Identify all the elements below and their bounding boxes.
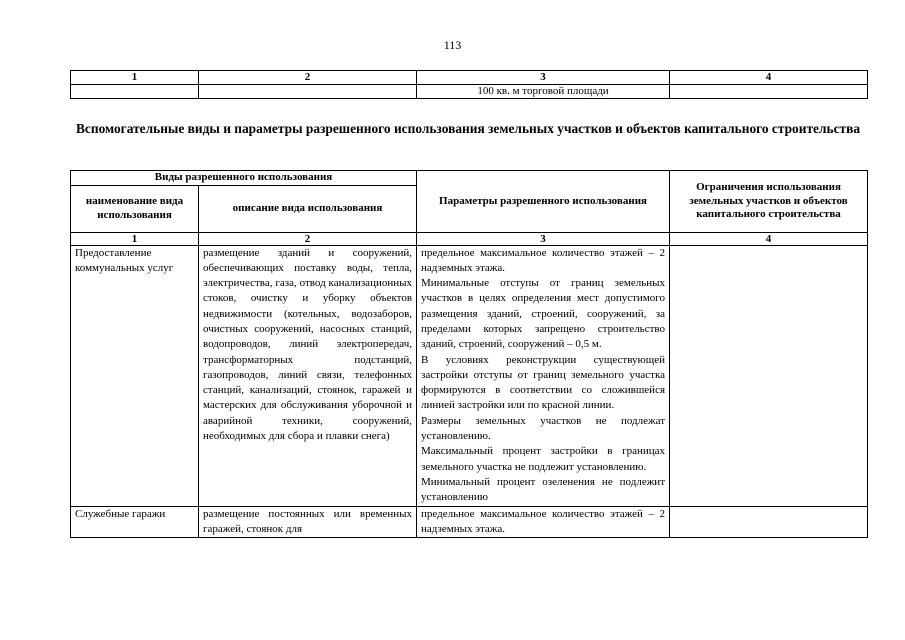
- top-col-number-4: 4: [670, 71, 868, 85]
- table-row: [71, 245, 868, 506]
- usage-name: Предоставление коммунальных услуг: [71, 245, 199, 506]
- table-row: [71, 506, 868, 538]
- param-paragraph: Минимальный процент озеленения не подлежит установлению: [421, 475, 666, 504]
- group-header: Виды разрешенного использования: [71, 171, 417, 186]
- page-number: 113: [443, 38, 462, 52]
- params-header: Параметры разрешенного использования: [417, 171, 670, 233]
- param-paragraph: предельное максимальное количество этажей – 2 надземных этажа.: [421, 507, 666, 535]
- top-table-fragment: [70, 70, 868, 99]
- usage-description: размещение зданий и сооружений, обеспечивающих поставку воды, тепла, электричества, газа, отвод канализационных стоков, очистку и уборку объектов недвижимости (котельных, водозаборов, очистных сооружений, насосных станций, водопроводов, линий электропередач, трансформаторных подстанций, газопроводов, линий связи, телефонных станций, канализаций, стоянок, гаражей и мастерских для обслуживания уборочной и аварийной техники, сооружений, необходимых для сбора и плавки снега): [199, 245, 417, 506]
- limits-header: Ограничения использования земельных участков и объектов капитального строительства: [670, 171, 868, 233]
- param-paragraph: Размеры земельных участков не подлежат установлению.: [421, 414, 666, 443]
- top-table-header-row: [71, 71, 868, 85]
- param-paragraph: Максимальный процент застройки в границах земельного участка не подлежит установлению.: [421, 445, 666, 473]
- top-col-number-3: 3: [417, 71, 670, 85]
- top-table-row: [71, 85, 868, 99]
- section-title: Вспомогательные виды и параметры разрешенного использования земельных участков и объектов капитального строительства: [76, 121, 861, 136]
- top-col-number-1: 1: [71, 71, 199, 85]
- top-col-number-2: 2: [199, 71, 417, 85]
- usage-params: [417, 506, 670, 538]
- header-row-1: [71, 171, 868, 186]
- usage-table: [70, 170, 868, 538]
- param-paragraph: Минимальные отступы от границ земельных участков в целях определения мест допустимого размещения зданий, строений, сооружений, за пределами которых запрещено строительство зданий, строений, сооружений – 0,5 м.: [421, 277, 666, 351]
- param-paragraph: В условиях реконструкции существующей застройки отступы от границ земельного участка формируются в соответствии со сложившейся линией застройки или по красной линии.: [421, 353, 666, 412]
- top-cell-2: [199, 85, 417, 99]
- usage-name: Служебные гаражи: [71, 506, 199, 538]
- param-paragraph: предельное максимальное количество этажей – 2 надземных этажа.: [421, 246, 666, 274]
- number-row: [71, 232, 868, 245]
- usage-limits: [670, 245, 868, 506]
- col-number-3: 3: [417, 232, 670, 245]
- col-number-2: 2: [199, 232, 417, 245]
- usage-limits: [670, 506, 868, 538]
- description-header: описание вида использования: [199, 185, 417, 232]
- top-cell-1: [71, 85, 199, 99]
- usage-params: [417, 245, 670, 506]
- top-cell-4: [670, 85, 868, 99]
- name-header: наименование вида использования: [71, 185, 199, 232]
- usage-description: размещение постоянных или временных гаражей, стоянок для: [199, 506, 417, 538]
- top-cell-3: 100 кв. м торговой площади: [417, 85, 670, 99]
- col-number-1: 1: [71, 232, 199, 245]
- col-number-4: 4: [670, 232, 868, 245]
